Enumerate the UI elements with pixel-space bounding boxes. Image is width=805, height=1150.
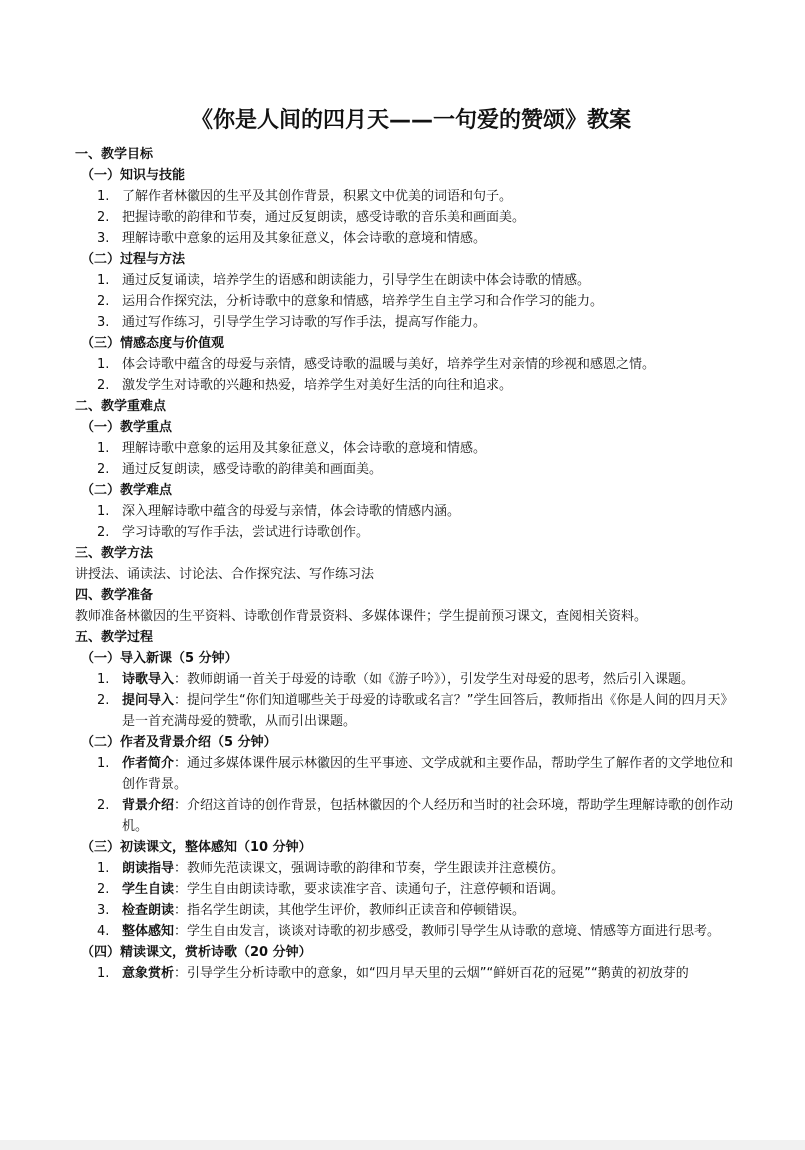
item-text: 教师朗诵一首关于母爱的诗歌（如《游子吟》），引发学生对母爱的思考，然后引入课题。 — [187, 672, 695, 687]
item-text: 介绍这首诗的创作背景，包括林徽因的个人经历和当时的社会环境，帮助学生理解诗歌的创作动机。 — [122, 798, 734, 834]
list-introduction — [75, 669, 735, 732]
subheading-close-reading: （四）精读课文，赏析诗歌（20 分钟） — [81, 945, 312, 960]
item-text: 理解诗歌中意象的运用及其象征意义，体会诗歌的意境和情感。 — [122, 441, 487, 456]
item-text: 通过反复朗读，感受诗歌的韵律美和画面美。 — [122, 462, 383, 477]
list-item: 1. 诗歌导入：教师朗诵一首关于母爱的诗歌（如《游子吟》），引发学生对母爱的思考，然后引入课题。 — [97, 672, 695, 687]
list-author-background — [75, 753, 735, 837]
item-text: 引导学生分析诗歌中的意象，如“四月早天里的云烟”“鲜妍百花的冠冕”“鹅黄的初放芽的 — [187, 966, 689, 981]
item-text: 通过多媒体课件展示林徽因的生平事迹、文学成就和主要作品，帮助学生了解作者的文学地位和创作背景。 — [122, 756, 734, 792]
methods-text: 讲授法、诵读法、讨论法、合作探究法、写作练习法 — [75, 567, 375, 582]
item-sep: ： — [174, 966, 188, 981]
item-text: 运用合作探究法，分析诗歌中的意象和情感，培养学生自主学习和合作学习的能力。 — [122, 294, 604, 309]
item-sep: ： — [174, 903, 188, 918]
list-emotion-values — [75, 354, 735, 396]
item-term: 学生自读 — [122, 882, 175, 897]
list-item: 1. 通过反复诵读，培养学生的语感和朗读能力，引导学生在朗读中体会诗歌的情感。 — [97, 273, 591, 288]
item-text: 了解作者林徽因的生平及其创作背景，积累文中优美的词语和句子。 — [122, 189, 513, 204]
subheading-first-reading: （三）初读课文，整体感知（10 分钟） — [81, 840, 312, 855]
item-sep: ： — [174, 924, 188, 939]
subheading-introduction: （一）导入新课（5 分钟） — [81, 651, 238, 666]
item-text: 通过反复诵读，培养学生的语感和朗读能力，引导学生在朗读中体会诗歌的情感。 — [122, 273, 591, 288]
item-text: 学生自由朗读诗歌，要求读准字音、读通句子，注意停顿和语调。 — [187, 882, 565, 897]
list-item: 1. 深入理解诗歌中蕴含的母爱与亲情，体会诗歌的情感内涵。 — [97, 504, 461, 519]
document-content — [75, 104, 735, 984]
item-term: 诗歌导入 — [122, 672, 175, 687]
list-item: 2. 激发学生对诗歌的兴趣和热爱，培养学生对美好生活的向往和追求。 — [97, 378, 513, 393]
list-item: 2. 把握诗歌的韵律和节奏，通过反复朗读，感受诗歌的音乐美和画面美。 — [97, 210, 526, 225]
list-item: 2. 通过反复朗读，感受诗歌的韵律美和画面美。 — [97, 462, 383, 477]
item-text: 深入理解诗歌中蕴含的母爱与亲情，体会诗歌的情感内涵。 — [122, 504, 461, 519]
list-item: 2. 运用合作探究法，分析诗歌中的意象和情感，培养学生自主学习和合作学习的能力。 — [97, 294, 604, 309]
item-sep: ： — [174, 861, 188, 876]
list-item: 1. 作者简介：通过多媒体课件展示林徽因的生平事迹、文学成就和主要作品，帮助学生了解作者的文学地位和创作背景。 — [97, 756, 734, 792]
list-item: 2. 学生自读：学生自由朗读诗歌，要求读准字音、读通句子，注意停顿和语调。 — [97, 882, 565, 897]
list-item: 3. 理解诗歌中意象的运用及其象征意义，体会诗歌的意境和情感。 — [97, 231, 487, 246]
item-term: 作者简介 — [122, 756, 175, 771]
item-term: 提问导入 — [122, 693, 175, 708]
item-sep: ： — [174, 672, 188, 687]
list-item: 1. 了解作者林徽因的生平及其创作背景，积累文中优美的词语和句子。 — [97, 189, 513, 204]
subheading-knowledge-skills: （一）知识与技能 — [81, 168, 186, 183]
item-text: 学习诗歌的写作手法，尝试进行诗歌创作。 — [122, 525, 370, 540]
list-item: 2. 提问导入：提问学生“你们知道哪些关于母爱的诗歌或名言？”学生回答后，教师指出《你是人间的四月天》是一首充满母爱的赞歌，从而引出课题。 — [97, 693, 734, 729]
subheading-emotion-values: （三）情感态度与价值观 — [81, 336, 225, 351]
list-item: 1. 体会诗歌中蕴含的母爱与亲情，感受诗歌的温暖与美好，培养学生对亲情的珍视和感恩之情。 — [97, 357, 656, 372]
item-text: 把握诗歌的韵律和节奏，通过反复朗读，感受诗歌的音乐美和画面美。 — [122, 210, 526, 225]
section-heading-key-points: 二、教学重难点 — [75, 399, 167, 414]
item-text: 通过写作练习，引导学生学习诗歌的写作手法，提高写作能力。 — [122, 315, 487, 330]
item-text: 理解诗歌中意象的运用及其象征意义，体会诗歌的意境和情感。 — [122, 231, 487, 246]
item-text: 指名学生朗读，其他学生评价，教师纠正读音和停顿错误。 — [187, 903, 526, 918]
item-sep: ： — [174, 882, 188, 897]
item-sep: ： — [174, 693, 188, 708]
subheading-process-methods: （二）过程与方法 — [81, 252, 186, 267]
list-item: 3. 检查朗读：指名学生朗读，其他学生评价，教师纠正读音和停顿错误。 — [97, 903, 526, 918]
subheading-difficulties: （二）教学难点 — [81, 483, 173, 498]
list-item: 1. 意象赏析：引导学生分析诗歌中的意象，如“四月早天里的云烟”“鲜妍百花的冠冕”“鹅黄的初放芽的 — [97, 966, 689, 981]
list-item: 3. 通过写作练习，引导学生学习诗歌的写作手法，提高写作能力。 — [97, 315, 487, 330]
list-item: 1. 朗读指导：教师先范读课文，强调诗歌的韵律和节奏，学生跟读并注意模仿。 — [97, 861, 565, 876]
list-difficulties — [75, 501, 735, 543]
list-close-reading — [75, 963, 735, 984]
section-heading-process: 五、教学过程 — [75, 630, 154, 645]
item-text: 激发学生对诗歌的兴趣和热爱，培养学生对美好生活的向往和追求。 — [122, 378, 513, 393]
item-sep: ： — [174, 798, 188, 813]
item-text: 体会诗歌中蕴含的母爱与亲情，感受诗歌的温暖与美好，培养学生对亲情的珍视和感恩之情。 — [122, 357, 656, 372]
list-item: 2. 学习诗歌的写作手法，尝试进行诗歌创作。 — [97, 525, 370, 540]
item-text: 学生自由发言，谈谈对诗歌的初步感受，教师引导学生从诗歌的意境、情感等方面进行思考。 — [187, 924, 721, 939]
preparation-text: 教师准备林徽因的生平资料、诗歌创作背景资料、多媒体课件；学生提前预习课文，查阅相关资料。 — [75, 609, 648, 624]
list-first-reading — [75, 858, 735, 942]
list-knowledge-skills — [75, 186, 735, 249]
list-item: 4. 整体感知：学生自由发言，谈谈对诗歌的初步感受，教师引导学生从诗歌的意境、情感等方面进行思考。 — [97, 924, 721, 939]
list-key-focus — [75, 438, 735, 480]
item-sep: ： — [174, 756, 188, 771]
subheading-key-focus: （一）教学重点 — [81, 420, 173, 435]
item-term: 背景介绍 — [122, 798, 175, 813]
item-text: 教师先范读课文，强调诗歌的韵律和节奏，学生跟读并注意模仿。 — [187, 861, 565, 876]
list-process-methods — [75, 270, 735, 333]
list-item: 2. 背景介绍：介绍这首诗的创作背景，包括林徽因的个人经历和当时的社会环境，帮助学生理解诗歌的创作动机。 — [97, 798, 734, 834]
list-item: 1. 理解诗歌中意象的运用及其象征意义，体会诗歌的意境和情感。 — [97, 441, 487, 456]
subheading-author-background: （二）作者及背景介绍（5 分钟） — [81, 735, 277, 750]
item-term: 意象赏析 — [122, 966, 175, 981]
item-term: 朗读指导 — [122, 861, 175, 876]
item-term: 检查朗读 — [122, 903, 175, 918]
document-title: 《你是人间的四月天——一句爱的赞颂》教案 — [190, 108, 631, 133]
item-text: 提问学生“你们知道哪些关于母爱的诗歌或名言？”学生回答后，教师指出《你是人间的四月天》是一首充满母爱的赞歌，从而引出课题。 — [122, 693, 734, 729]
section-heading-preparation: 四、教学准备 — [75, 588, 154, 603]
item-term: 整体感知 — [122, 924, 175, 939]
section-heading-objectives: 一、教学目标 — [75, 147, 154, 162]
section-heading-methods: 三、教学方法 — [75, 546, 154, 561]
